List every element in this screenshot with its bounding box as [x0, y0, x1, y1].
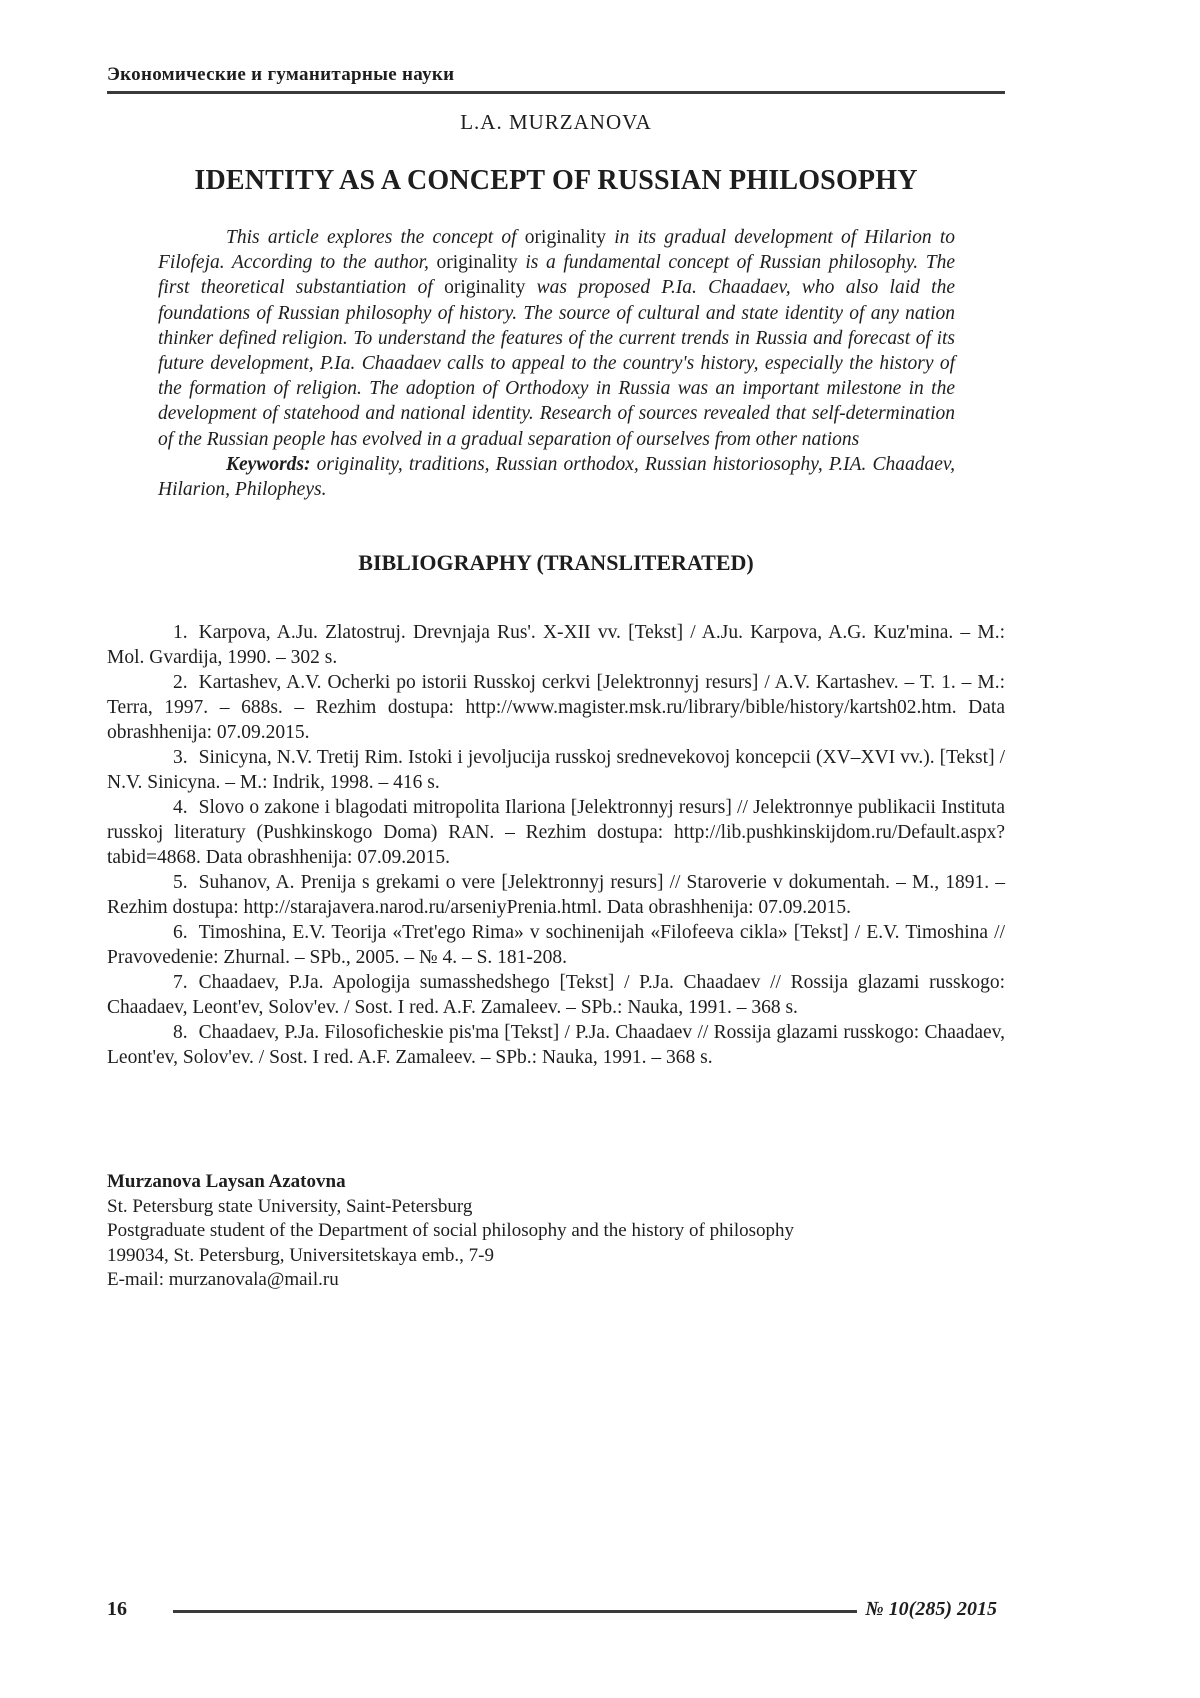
abstract-text: in its gradual development of Hilarion to Filofeja. According to the author,	[158, 227, 955, 274]
reference-number: 4.	[173, 797, 188, 819]
bibliography-heading: BIBLIOGRAPHY (TRANSLITERATED)	[358, 550, 754, 576]
reference-number: 8.	[173, 1022, 188, 1044]
reference-text: Chaadaev, P.Ja. Apologija sumasshedshego [Tekst] / P.Ja. Chaadaev // Rossija glazami russkogo: Chaadaev, Leont'ev, Solov'ev. / Sost. I red. A.F. Zamaleev. – SPb.: Nauka, 1991. – 368 s.	[107, 972, 1005, 1019]
author-name: Murzanova Laysan Azatovna	[107, 1171, 346, 1193]
reference-text: Suhanov, A. Prenija s grekami o vere [Jelektronnyj resurs] // Staroverie v dokumentah. – M., 1891. – Rezhim dostupa: http://starajavera.narod.ru/arseniyPrenia.html. Data obrashhenija: 07.09.2015.	[107, 872, 1005, 919]
reference-text: Slovo o zakone i blagodati mitropolita Ilariona [Jelektronnyj resurs] // Jelektronnye publikacii Instituta russkoj literatury (Pushkinskogo Doma) RAN. – Rezhim dostupa: http://lib.pushkinskijdom.ru/Default.aspx?tabid=4868. Data obrashhenija: 07.09.2015.	[107, 797, 1005, 869]
reference-text: Sinicyna, N.V. Tretij Rim. Istoki i jevoljucija russkoj srednevekovoj koncepcii (XV–XVI vv.). [Tekst] / N.V. Sinicyna. – M.: Indrik, 1998. – 416 s.	[107, 747, 1005, 794]
reference-item	[107, 620, 1005, 670]
reference-item	[107, 745, 1005, 795]
reference-number: 7.	[173, 972, 188, 994]
abstract-section	[158, 225, 955, 502]
keywords-paragraph	[158, 452, 955, 502]
author-affiliation: St. Petersburg state University, Saint-Petersburg	[107, 1195, 473, 1217]
reference-number: 1.	[173, 622, 188, 644]
reference-item	[107, 795, 1005, 870]
article-title: IDENTITY AS A CONCEPT OF RUSSIAN PHILOSOPHY	[194, 165, 918, 196]
abstract-term: originality	[436, 252, 518, 274]
reference-text: Karpova, A.Ju. Zlatostruj. Drevnjaja Rus'. X-XII vv. [Tekst] / A.Ju. Karpova, A.G. Kuz'mina. – M.: Mol. Gvardija, 1990. – 302 s.	[107, 622, 1005, 669]
reference-item	[107, 670, 1005, 745]
abstract-text: This article explores the concept of	[226, 227, 525, 248]
reference-number: 6.	[173, 922, 188, 944]
footer-rule	[173, 1610, 857, 1613]
reference-number: 3.	[173, 747, 188, 769]
author-position: Postgraduate student of the Department of social philosophy and the history of philosophy	[107, 1220, 795, 1242]
reference-item	[107, 970, 1005, 1020]
abstract-text: was proposed P.Ia. Chaadaev, who also laid the foundations of Russian philosophy of history. The source of cultural and state identity of any nation thinker defined religion. To understand the features of the current trends in Russia and forecast of its future development, P.Ia. Chaadaev calls to appeal to the country's history, especially the history of the formation of religion. The adoption of Orthodoxy in Russia was an important milestone in the development of statehood and national identity. Research of sources revealed that self-determination of the Russian people has evolved in a gradual separation of ourselves from other nations	[158, 277, 955, 450]
keywords-text: originality, traditions, Russian orthodox, Russian historiosophy, P.IA. Chaadaev, Hilarion, Philopheys.	[158, 453, 955, 501]
journal-title: Экономические и гуманитарные науки	[107, 64, 455, 85]
article-author: L.A. MURZANOVA	[460, 110, 652, 134]
reference-text: Chaadaev, P.Ja. Filosoficheskie pis'ma [Tekst] / P.Ja. Chaadaev // Rossija glazami russkogo: Chaadaev, Leont'ev, Solov'ev. / Sost. I red. A.F. Zamaleev. – SPb.: Nauka, 1991. – 368 s.	[107, 1022, 1005, 1069]
reference-item	[107, 870, 1005, 920]
journal-header	[107, 64, 1005, 94]
abstract-term: originality	[444, 277, 526, 299]
reference-number: 2.	[173, 672, 188, 694]
page-number: 16	[107, 1598, 127, 1620]
abstract-term: originality	[524, 227, 607, 248]
abstract-text: is a fundamental concept of Russian philosophy. The first theoretical substantiation of	[158, 252, 955, 299]
reference-item	[107, 920, 1005, 970]
author-email: E-mail: murzanovala@mail.ru	[107, 1269, 339, 1291]
page-footer	[107, 1598, 997, 1621]
reference-item	[107, 1020, 1005, 1070]
reference-text: Timoshina, E.V. Teorija «Tret'ego Rima» v sochinenijah «Filofeeva cikla» [Tekst] / E.V. Timoshina // Pravovedenie: Zhurnal. – SPb., 2005. – № 4. – S. 181-208.	[107, 922, 1005, 969]
issue-number: № 10(285) 2015	[865, 1598, 997, 1620]
keywords-label: Keywords:	[226, 453, 311, 475]
abstract-paragraph	[158, 225, 955, 452]
author-address: 199034, St. Petersburg, Universitetskaya emb., 7-9	[107, 1244, 494, 1266]
author-info-block	[107, 1170, 1005, 1293]
reference-text: Kartashev, A.V. Ocherki po istorii Russkoj cerkvi [Jelektronnyj resurs] / A.V. Kartashev. – T. 1. – M.: Terra, 1997. – 688s. – Rezhim dostupa: http://www.magister.msk.ru/library/bible/history/kartsh02.htm. Data obrashhenija: 07.09.2015.	[107, 672, 1005, 744]
reference-number: 5.	[173, 872, 188, 894]
bibliography-list	[107, 620, 1005, 1070]
